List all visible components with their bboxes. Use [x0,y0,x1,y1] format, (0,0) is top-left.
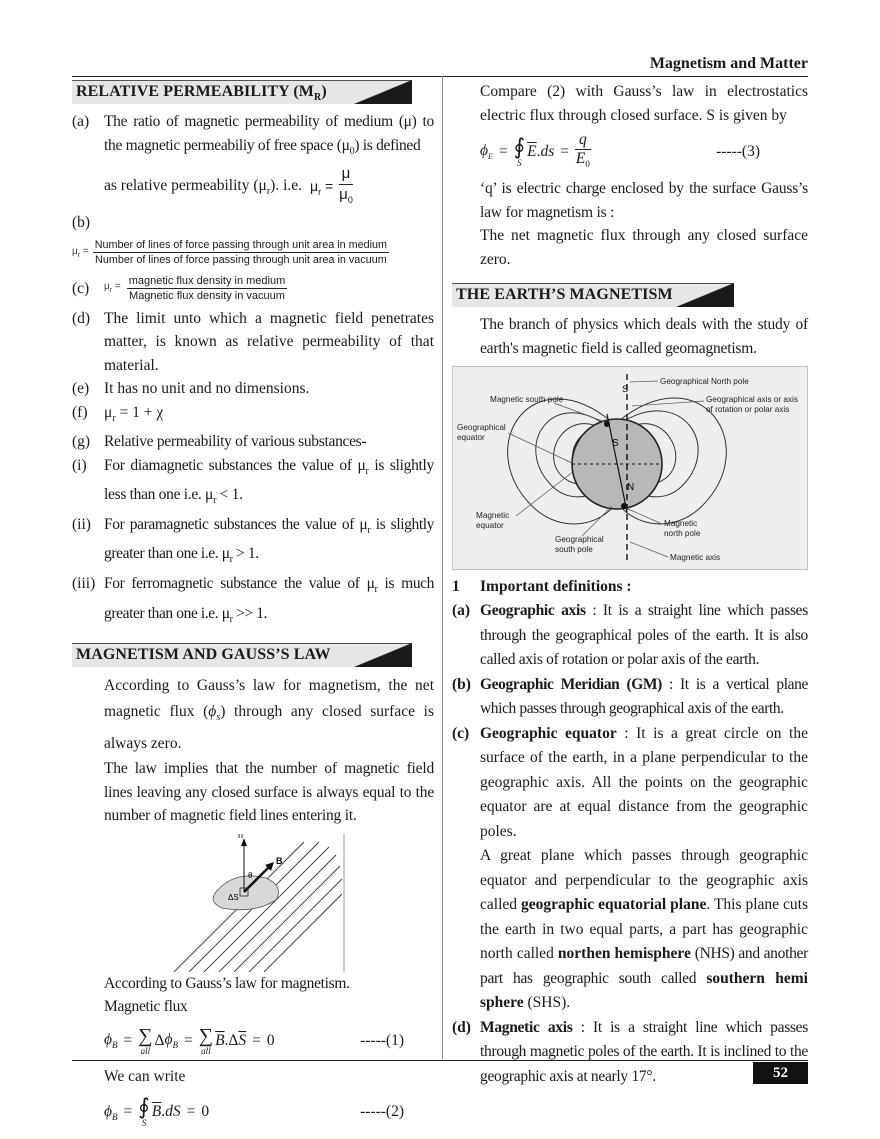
label-geo-north-pole: Geographical North pole [660,377,749,386]
label-geo-axis: Geographical axis or axis [706,395,798,404]
right-column [452,80,808,1089]
equation-3-tag: -----(3) [716,143,760,160]
list-item-iii: (iii) For ferromagnetic substance the value of $\mu_r$ is much greater than one i.e. $\mu_r >> 1$. [72,575,435,625]
important-definitions-heading: 1 Important definitions : [452,578,632,595]
earth-magnetism-figure [452,366,808,570]
label-mag-equator: Magnetic [476,511,510,520]
angle-label: θ [248,870,253,880]
section-heading-gauss-law [72,643,412,669]
list-item-i: (i) For diamagnetic substances the value of $\mu_r$ is slightly less than one i.e. $\mu_r < 1$. [72,456,434,507]
label-geo-equator-2: equator [457,433,485,442]
definition-a: (a) Geographic axis : It is a straight line which passes through the geographical poles of the earth. It is also called axis of rotation or polar axis of the earth. [452,602,808,668]
gauss-paragraph-3: According to Gauss’s law for magnetism. [104,974,350,992]
list-item-ii: (ii) For paramagnetic substances the value of $\mu_r$ is slightly greater than one i.e. $\mu_r > 1$. [72,515,434,566]
label-geo-south-pole-2: south pole [555,545,593,554]
equation-2-tag: -----(2) [360,1103,404,1121]
running-header-title: Magnetism and Matter [649,55,808,72]
section-heading-label: MAGNETISM AND GAUSS’S LAW [76,646,331,664]
field-vector-label: B [276,855,283,866]
label-geo-south-pole: Geographical [555,535,604,544]
top-s-letter: S [622,384,629,394]
section-heading-label: THE EARTH’S MAGNETISM [456,286,673,303]
right-paragraph-4: The branch of physics which deals with the study of earth's magnetic field is called geomagnetism. [480,316,808,357]
list-item-f: (f) $\mu_r = 1 + \chi$ [72,403,164,424]
column-divider [442,76,443,1059]
earth-magnetism-svg [452,366,808,570]
right-paragraph-3: The net magnetic flux through any closed surface zero. [480,227,808,268]
flux-surface-figure [72,834,434,972]
label-mag-south-pole: Magnetic south pole [490,395,564,404]
label-geo-equator: Geographical [457,423,506,432]
label-mag-north-pole: Magnetic [664,519,698,528]
label-mag-axis: Magnetic axis [670,553,721,562]
section-heading-triangle [354,643,412,667]
right-paragraph-2: ‘q’ is electric charge enclosed by the surface Gauss’s law for magnetism is : [480,180,808,221]
normal-vector-label: n̂ [238,833,244,840]
earth-s-letter: S [612,438,619,449]
earth-n-letter: N [627,482,635,493]
flux-surface-svg [104,834,434,972]
section-heading-triangle [676,283,734,307]
we-can-write: We can write [104,1067,186,1085]
list-item-d: (d) The limit unto which a magnetic field penetrates matter, is known as relative permeability of that material. [72,309,434,374]
left-column [72,80,434,1136]
definition-c-paragraph-2: A great plane which passes through geographic equator and perpendicular to the geographic axis called geographic equatorial plane. This plane cuts the earth in two equal parts, a part has geographic north called northen hemisphere (NHS) and another part has geographic south called southern hemi sphere (SHS). [480,847,808,1011]
definition-d: (d) Magnetic axis : It is a straight line which passes through magnetic poles of the earth. It is inclined to the geographic axis at nearly 17°. [452,1018,808,1085]
list-item-b: (b) [72,214,91,232]
definition-b: (b) Geographic Meridian (GM) : It is a vertical plane which passes through geographical axis of the earth. [452,675,808,717]
section-heading-relative-permeability [72,80,412,106]
section-heading-earth-magnetism [452,283,734,309]
header-rule [72,76,808,77]
relative-permeability-formula: as relative permeability $(\mu_r)$. i.e. $\mu_r$ = $\frac{\mu}{\mu_0}$ [104,165,353,206]
gauss-paragraph-2: The law implies that the number of magnetic field lines leaving any closed surface is always equal to the number of magnetic field lines entering it. [104,760,434,825]
list-item-g: (g) Relative permeability of various substances- [72,433,367,451]
page-number-badge: 52 [753,1062,808,1084]
equation-1: $\phi_B$ = ∑ all Δ $\phi_B$ = ∑ all $\overline{B}$ .Δ $\overline{S}$ = 0 -----(1) [72,1019,434,1063]
right-paragraph-1: Compare (2) with Gauss’s law in electrostatics electric flux through closed surface. S is given by [480,83,808,124]
label-geo-axis-2: of rotation or polar axis [706,405,790,414]
definition-c: (c) Geographic equator : It is a great circle on the surface of the earth, in a plane perpendicular to the geographic axis. All the points on the geographic equator are at equal distance from the geographic poles. [452,724,808,840]
list-item-a: (a) The ratio of magnetic permeability of medium (μ) to the magnetic permeabiliy of free space $(\mu_0)$ is defined [72,113,434,157]
lines-of-force-formula: $\mu_r$ = $\frac{\text{Number of lines of force passing through unit area in medium}}{\text{Number of lines of force passing through unit area in vacuum}}$ [72,239,388,267]
label-mag-equator-2: equator [476,521,504,530]
gauss-paragraph-1: According to Gauss’s law for magnetism, the net magnetic flux $(\phi_s)$ through any closed surface is always zero. [104,677,434,753]
area-element-label: ΔS [228,892,239,902]
list-item-c: (c) $\mu_r$ = $\frac{\text{magnetic flux density in medium}}{\text{Magnetic flux density in vacuum}}$ [72,275,286,303]
list-item-e: (e) It has no unit and no dimensions. [72,380,310,398]
label-mag-north-pole-2: north pole [664,529,701,538]
section-heading-triangle [354,80,412,104]
gauss-paragraph-4: Magnetic flux [104,998,188,1016]
equation-3: $\phi_E$ = ∮ S $\overline{E}$ . ds = $\frac{q}{E_0}$ -----(3) [452,127,808,177]
section-heading-label: RELATIVE PERMEABILITY $(M_R)$ [76,83,327,104]
equation-1-tag: -----(1) [360,1031,404,1049]
equation-2: $\phi_B$ = ∮ S $\overline{B}$ . dS = 0 -----(2) [72,1088,434,1136]
footer-rule [72,1060,808,1061]
